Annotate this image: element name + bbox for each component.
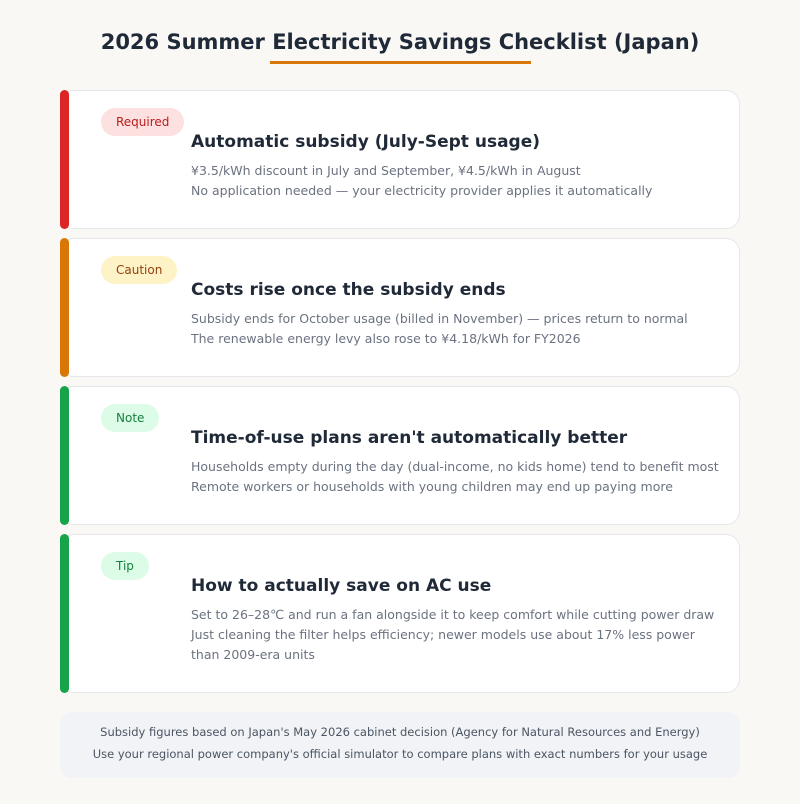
checklist-card-caution (60, 238, 740, 377)
card-line: Households empty during the day (dual-income, no kids home) tend to benefit most (191, 459, 719, 474)
checklist-card-required (60, 90, 740, 229)
card-accent-bar (60, 386, 69, 525)
status-badge: Caution (101, 256, 177, 284)
card-accent-bar (60, 534, 69, 693)
card-title: Costs rise once the subsidy ends (191, 280, 506, 300)
card-title: How to actually save on AC use (191, 576, 492, 596)
card-line: Remote workers or households with young children may end up paying more (191, 479, 673, 494)
card-line: Set to 26–28℃ and run a fan alongside it to keep comfort while cutting power draw (191, 607, 715, 622)
status-badge: Note (101, 404, 159, 432)
footer-advice-line: Use your regional power company's official simulator to compare plans with exact numbers for your usage (92, 747, 708, 761)
card-title: Automatic subsidy (July-Sept usage) (191, 132, 541, 152)
checklist-card-note (60, 386, 740, 525)
card-line: Just cleaning the filter helps efficiency; newer models use about 17% less power than 2009-era units (191, 627, 695, 662)
footer-note (60, 712, 740, 778)
card-line: Subsidy ends for October usage (billed in November) — prices return to normal (191, 311, 688, 326)
footer-source-line: Subsidy figures based on Japan's May 2026 cabinet decision (Agency for Natural Resources and Energy) (100, 725, 700, 739)
card-line: ¥3.5/kWh discount in July and September, ¥4.5/kWh in August (191, 163, 581, 178)
status-badge: Required (101, 108, 184, 136)
title-underline (270, 61, 531, 64)
card-accent-bar (60, 238, 69, 377)
card-title: Time-of-use plans aren't automatically better (191, 428, 628, 448)
status-badge: Tip (101, 552, 149, 580)
page-title: 2026 Summer Electricity Savings Checklist (Japan) (100, 30, 700, 54)
card-line: No application needed — your electricity provider applies it automatically (191, 183, 653, 198)
card-accent-bar (60, 90, 69, 229)
card-line: The renewable energy levy also rose to ¥4.18/kWh for FY2026 (191, 331, 581, 346)
checklist-card-tip (60, 534, 740, 693)
